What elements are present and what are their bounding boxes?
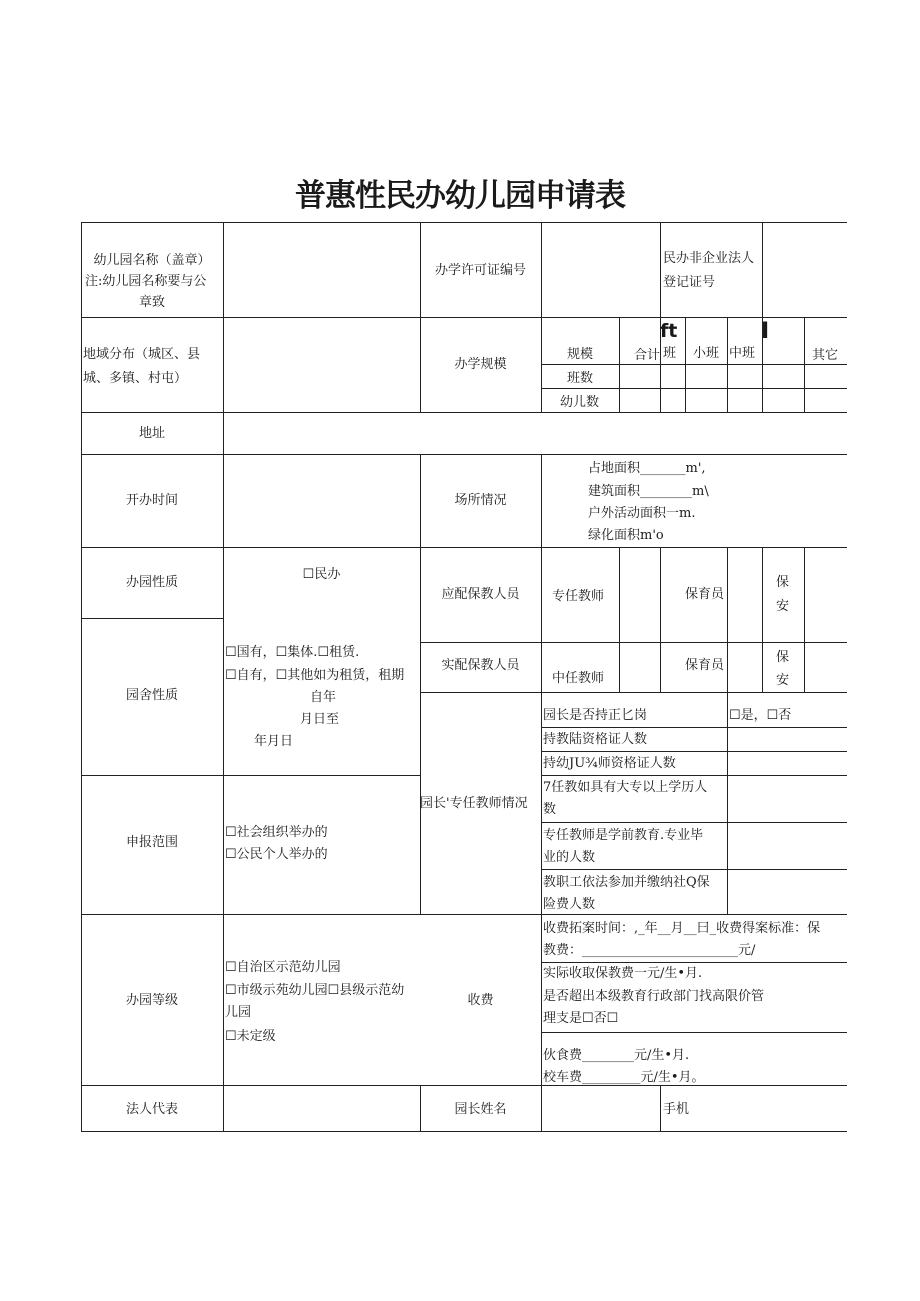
open-time-value[interactable]	[223, 454, 420, 547]
grid-line	[541, 1032, 847, 1033]
region-value[interactable]	[223, 317, 420, 412]
required-security-label-2: 安	[776, 599, 790, 614]
actual-caregiver-label: 保育员	[685, 658, 725, 673]
grid-line	[81, 1131, 847, 1132]
grid-line	[81, 222, 847, 223]
site-label: 场所情况	[454, 493, 507, 508]
social-insurance-count: 教职工依法参加并缴纳社Q保	[543, 875, 710, 890]
college-degree-count-2: 数	[543, 802, 557, 817]
teacher-cert-count: 持教陆资格证人数	[543, 732, 648, 747]
grid-line	[660, 222, 661, 317]
actual-security-label: 保	[776, 650, 790, 665]
grid-line	[420, 454, 421, 915]
kindergarten-name-note-end: 章致	[138, 295, 165, 310]
college-degree-count: 7任教如具有大专以上学历人	[543, 780, 708, 795]
scale-header: 规模	[567, 347, 594, 362]
grid-line	[420, 642, 847, 643]
grid-line	[541, 869, 847, 870]
preschool-major-count: 专任教师是学前教育.专业毕	[543, 828, 704, 843]
license-number-label: 办学许可证编号	[434, 263, 526, 278]
phone-label: 手机	[663, 1102, 690, 1117]
fee-filing-line: 收费拓案时间：,_年__月__曰_收费得案标准：保	[543, 921, 821, 936]
actual-teacher-label: 中任教师	[552, 671, 605, 686]
school-scale-label: 办学规模	[454, 357, 507, 372]
lease-end: 年月日	[254, 734, 294, 749]
grid-line	[685, 317, 686, 412]
required-security-label: 保	[776, 575, 790, 590]
building-option-1[interactable]: ☐国有，☐集体.☐租赁.	[225, 645, 360, 660]
outdoor-area: 户外活动面积一m.	[588, 506, 696, 521]
class-header: 班	[663, 346, 677, 361]
actual-fee-line: 实际收取保教费一元/生•月.	[543, 966, 703, 981]
grid-line	[420, 692, 847, 693]
actual-staff-label: 实配保教人员	[441, 658, 520, 673]
principal-license-question: 园长是否持正匕岗	[543, 708, 648, 723]
fee-standard-line: 教费：________________________元/	[543, 943, 756, 958]
address-label: 地址	[138, 426, 165, 441]
green-area: 绿化面积m'o	[588, 528, 664, 543]
required-caregiver-label: 保育员	[685, 587, 725, 602]
social-insurance-count-2: 险费人数	[543, 897, 596, 912]
grid-line	[727, 692, 728, 914]
nature-option-private[interactable]: ☐民办	[302, 567, 341, 582]
registration-number-value[interactable]	[762, 222, 847, 317]
building-nature-label: 园舍性质	[125, 688, 178, 703]
ft-mark: ft	[660, 320, 678, 342]
registration-number-label-2: 登记证号	[663, 275, 716, 290]
region-label: 地域分布（城区、县	[83, 347, 201, 362]
bus-fee-line: 校车费_________元/生•月。	[543, 1070, 705, 1085]
preschool-major-count-2: 业的人数	[543, 850, 596, 865]
address-value[interactable]	[223, 412, 847, 454]
grade-option-city-county[interactable]: ☐市级示苑幼儿园☐县级示范幼	[225, 983, 405, 998]
grid-line	[660, 547, 661, 692]
principal-name-label: 园长姓名	[454, 1102, 507, 1117]
scope-option-individual[interactable]: ☐公民个人举办的	[225, 847, 328, 862]
grid-line	[619, 547, 620, 692]
grid-line	[727, 547, 728, 692]
price-cap-question: 是否超出本级教育行政部门找高限价管	[543, 989, 765, 1004]
grid-line	[619, 317, 620, 412]
small-class-header: 小班	[693, 346, 720, 361]
open-time-label: 开办时间	[125, 493, 178, 508]
grid-line	[81, 547, 847, 548]
building-area: 建筑面积________m\	[588, 484, 709, 499]
middle-class-header: 中班	[729, 346, 756, 361]
required-teacher-label: 专任教师	[552, 589, 605, 604]
registration-number-label: 民办非企业法人	[663, 251, 755, 266]
grid-line	[81, 454, 847, 455]
grid-line	[541, 751, 847, 752]
grid-line	[541, 454, 542, 1132]
child-count-label: 幼儿数	[560, 395, 600, 410]
principal-license-answer[interactable]: ☐是，☐否	[729, 708, 792, 723]
grid-line	[81, 775, 420, 776]
grid-line	[81, 914, 847, 915]
principal-name-value[interactable]	[541, 1085, 660, 1131]
application-form-table	[81, 222, 847, 1132]
kindergarten-name-note: 注:幼儿园名称要与公	[85, 274, 207, 289]
grade-option-regional[interactable]: ☐自治区示范幼儿园	[225, 960, 341, 975]
grid-line	[541, 822, 847, 823]
nature-label: 办园性质	[125, 575, 178, 590]
actual-security-label-2: 安	[776, 673, 790, 688]
scope-option-org[interactable]: ☐社会组织举办的	[225, 825, 328, 840]
grid-line	[762, 547, 763, 692]
grade-label: 办园等级	[125, 993, 178, 1008]
grid-line	[81, 618, 223, 619]
kindergarten-name-label: 幼儿园名称（盖章）	[93, 253, 211, 268]
page-title: 普惠性民办幼儿园申请表	[295, 178, 625, 214]
grade-option-city-county-2: 儿园	[225, 1005, 252, 1020]
required-staff-label: 应配保教人员	[441, 587, 520, 602]
grid-line	[804, 547, 805, 692]
lease-from-year: 自年	[310, 690, 337, 705]
legal-rep-value[interactable]	[223, 1085, 420, 1131]
grid-line	[804, 317, 805, 412]
land-area: 占地面积_______m',	[588, 461, 706, 476]
grid-line	[541, 727, 847, 728]
bar-mark: I	[761, 319, 770, 344]
building-option-2[interactable]: ☐自有，☐其他如为租赁，租期	[225, 668, 405, 683]
other-header: 其它	[812, 348, 839, 363]
class-count-label: 班数	[567, 371, 594, 386]
grid-line	[420, 222, 421, 412]
phone-value[interactable]	[701, 1085, 847, 1131]
total-header: 合计	[634, 348, 661, 363]
grid-line	[541, 775, 847, 776]
kindergarten-name-value[interactable]	[223, 222, 420, 317]
meal-fee-line: 伙食费________元/生•月.	[543, 1048, 690, 1063]
price-cap-answer[interactable]: 理支是☐否☐	[543, 1011, 619, 1026]
grid-line	[660, 1085, 661, 1132]
lease-to: 月日至	[300, 712, 340, 727]
scope-label: 申报范围	[125, 835, 178, 850]
fee-label: 收费	[467, 993, 494, 1008]
grade-option-unrated[interactable]: ☐未定级	[225, 1029, 276, 1044]
license-number-value[interactable]	[541, 222, 660, 317]
region-label-2: 城、多镇、村屯）	[83, 371, 188, 386]
principal-teacher-label: 园长'专任教师情况	[420, 796, 528, 811]
kindergarten-teacher-cert-count: 持幼JU¾师资格证人数	[543, 756, 676, 771]
grid-line	[727, 317, 728, 412]
legal-rep-label: 法人代表	[125, 1102, 178, 1117]
grid-line	[81, 317, 847, 318]
